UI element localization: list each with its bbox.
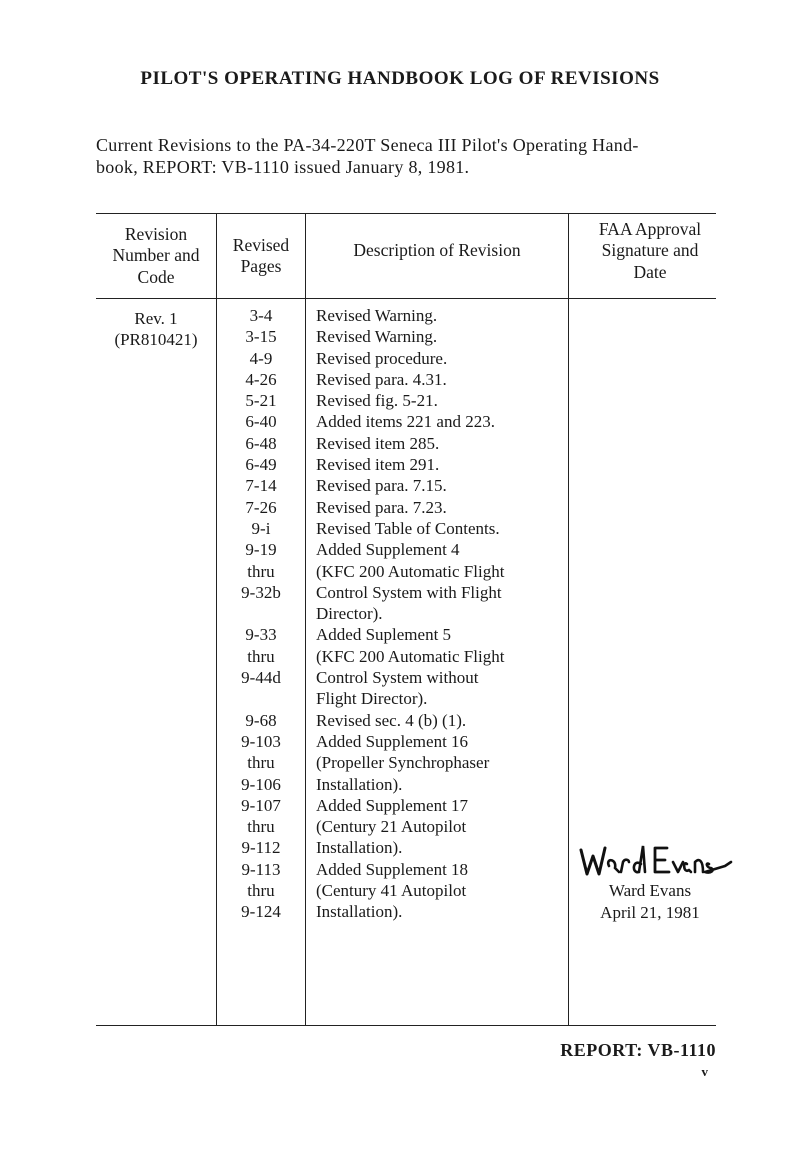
description-entry: Revised item 291. [316,455,440,475]
revised-page-entry: thru [247,561,275,581]
table-header-rule [96,298,716,299]
description-entry: (Propeller Synchrophaser [316,753,490,773]
revised-page-entry: 6-49 [245,455,277,475]
revision-number: Rev. 1 [134,309,178,328]
revised-page-entry: 7-14 [245,476,277,496]
header-revision: Revision Number and Code [112,223,200,287]
description-entry: (Century 41 Autopilot [316,881,467,901]
revised-page-entry: thru [247,881,275,901]
description-entry: Revised para. 7.23. [316,497,447,517]
description-entry: Revised sec. 4 (b) (1). [316,710,467,730]
revised-page-entry: 4-9 [249,348,273,368]
handwritten-signature [575,836,735,884]
description-entry: (KFC 200 Automatic Flight [316,646,505,666]
description-entry: Installation). [316,902,403,922]
description-entry: Revised Table of Contents. [316,518,500,538]
page-title: PILOT'S OPERATING HANDBOOK LOG OF REVISIONS [140,68,660,89]
revised-page-entry [218,603,304,624]
revised-page-entry: 9-32b [241,582,281,602]
column-divider-2 [305,213,306,1026]
description-entry: Added Supplement 16 [316,731,469,751]
description-entry: Director). [316,604,383,624]
header-faa-approval: FAA Approval Signature and Date [598,218,702,282]
revised-page-entry: 9-33 [245,625,277,645]
revised-page-entry: thru [247,753,275,773]
revised-page-entry: 6-48 [245,433,277,453]
revised-page-entry: 9-113 [241,859,281,879]
revision-cell [96,308,216,350]
description-entry: Added Supplement 17 [316,795,469,815]
description-entry: Control System without [316,668,479,688]
description-column [316,305,566,923]
revised-page-entry [218,688,304,709]
revised-page-entry: 9-106 [241,774,281,794]
description-entry: (Century 21 Autopilot [316,817,467,837]
column-divider-1 [216,213,217,1026]
revised-page-entry: 6-40 [245,412,277,432]
intro-line-2: book, REPORT: VB-1110 issued January 8, 1981. [96,157,470,177]
revised-pages-column [218,305,304,923]
description-entry: Flight Director). [316,689,428,709]
revised-page-entry: thru [247,646,275,666]
revised-page-entry: 9-68 [245,710,277,730]
description-entry: Added Supplement 4 [316,540,460,560]
table-top-rule [96,213,716,214]
description-entry: Installation). [316,838,403,858]
column-divider-3 [568,213,569,1026]
description-entry: Revised item 285. [316,433,440,453]
table-bottom-rule [96,1025,716,1026]
approver-name: Ward Evans [608,881,692,900]
revised-page-entry: 9-i [251,518,271,538]
intro-line-1: Current Revisions to the PA-34-220T Seneca III Pilot's Operating Hand- [96,135,639,155]
description-entry: Revised para. 4.31. [316,369,447,389]
description-entry: Added items 221 and 223. [316,412,495,432]
description-entry: Revised procedure. [316,348,448,368]
revised-page-entry: 7-26 [245,497,277,517]
revised-page-entry: 9-44d [241,668,281,688]
revised-page-entry: 9-112 [241,838,281,858]
revised-page-entry: 9-107 [241,795,281,815]
revised-page-entry: 9-103 [241,731,281,751]
description-entry: Installation). [316,774,403,794]
revised-page-entry: 3-15 [245,327,277,347]
description-entry: Control System with Flight [316,582,502,602]
revised-page-entry: 3-4 [249,306,273,325]
revised-page-entry: 4-26 [245,369,277,389]
footer-report-number: REPORT: VB-1110 [560,1040,716,1060]
revised-page-entry: thru [247,817,275,837]
description-entry: (KFC 200 Automatic Flight [316,561,505,581]
description-entry: Added Supplement 18 [316,859,469,879]
revision-code: (PR810421) [114,330,198,349]
description-entry: Revised fig. 5-21. [316,391,438,411]
page-number: v [701,1064,708,1079]
description-entry: Revised Warning. [316,327,438,347]
description-entry: Added Suplement 5 [316,625,452,645]
description-entry: Revised para. 7.15. [316,476,447,496]
intro-paragraph [96,134,726,178]
approval-date: April 21, 1981 [600,903,700,922]
revised-page-entry: 5-21 [245,391,277,411]
revised-page-entry: 9-124 [241,902,281,922]
revised-page-entry: 9-19 [245,540,277,560]
header-revised-pages: Revised Pages [232,234,290,276]
description-entry: Revised Warning. [316,306,438,325]
header-description: Description of Revision [353,240,521,261]
